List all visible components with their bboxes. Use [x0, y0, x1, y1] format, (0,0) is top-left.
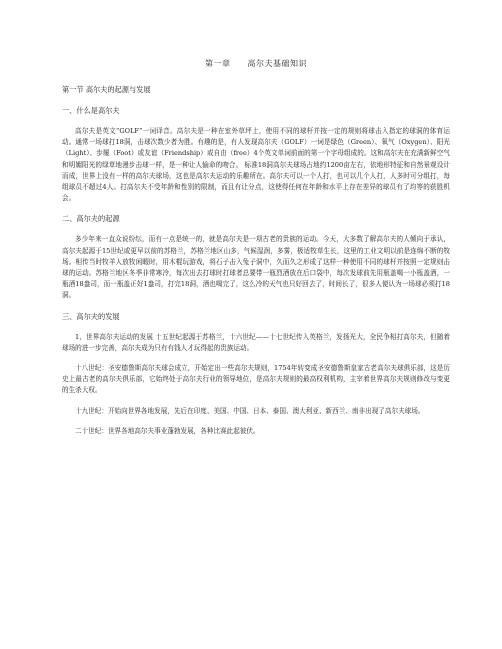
paragraph-development-19th-century: 十九世纪：开始向世界各地发展，先后在印度、美国、中国、日本、泰国、澳大利亚、新西兰、南非出现了高尔夫球场。 — [75, 406, 425, 415]
section-title: 第一节 高尔夫的起源与发展 — [62, 85, 151, 94]
paragraph-development-18th-century: 十八世纪：圣安德鲁斯高尔夫球会成立，开始定出一些高尔夫规则，1754年转变成圣安德鲁斯皇家古老高尔夫球俱乐部，这是历史上最古老的高尔夫俱乐部，它始终处于高尔夫行业的领导地位，是高尔夫规则的最高权利机构，主宰着世界高尔夫规则修改与变更的生杀大权。 — [62, 364, 450, 395]
paragraph-development-20th-century: 二十世纪：世界各地高尔夫事业蓬勃发展，各种比赛此起彼伏。 — [75, 426, 260, 435]
subsection-title-development: 三、高尔夫的发展 — [62, 311, 120, 321]
paragraph-what-is-golf: 高尔夫是英文“GOLF”一词译音。高尔夫是一种在室外草坪上，使用不同的球杆并按一定的规则将球击入指定的球洞的体育运动。通常一场球打18洞，击球次数少者为胜。有趣的是，有人发现高尔夫（GOLF）一词是绿色（Green）、氧气（Oxygen）、阳光（Light）、步履（Foot）或友谊（Friendship）或自由（free）4个英文单词前面的第一个字母组成的。这和高尔夫在充满新鲜空气和明媚阳光的绿草地漫步击球一样，是一种让人愉命的吻合。 标准18洞高尔夫球场占地约1200亩左右，依地形特征和自然景观设计而成，世界上没有一样的高尔夫球场，这也是高尔夫运动的乐趣所在。高尔夫可以一个人打，也可以几个人打，人多时可分组打，每组球员不超过4人。打高尔夫不受年龄和性别的限制，而且有让分点，这使得任何在年龄和水平上存在差异的球员有了均等的获胜机会。 — [62, 127, 450, 203]
subsection-title-origin: 二、高尔夫的起源 — [62, 214, 120, 224]
paragraph-development-world: 1、世界高尔夫运动的发展 十五世纪起源于苏格兰，十六世纪——十七世纪传入英格兰，发扬光大，全民争相打高尔夫，但随着球场的进一步完善，高尔夫成为只有有钱人才玩得起的贵族运动。 — [62, 332, 450, 352]
chapter-title: 第一章 高尔夫基础知识 — [205, 59, 307, 68]
paragraph-origin: 多少年来一直众说纷纭，而有一点是统一的，就是高尔夫是一项古老的贵族的运动。今天，大多数了解高尔夫的人倾向于承认，高尔夫起源于15世纪或更早以前的苏格兰，苏格兰地区山多，气候湿润，多雾，极适牧草生长，这里的工业文明以前是连绵不断的牧场。相传当时牧羊人放牧闲暇时，用木棍玩游戏，将石子击入兔子洞中，久而久之形成了这样一种使用不同的球杆并按照一定规则击球的运动。苏格兰地区冬季非常寒冷，每次出去打球时打球者总要带一瓶烈酒放在后口袋中，每次发球前先用瓶盖喝一小瓶盖酒，一瓶酒18盎司，而一瓶盖正好1盎司，打完18洞，酒也喝完了，这么冷的天气也只好回去了，时间长了，很多人便认为一场球必须打18洞。 — [62, 235, 450, 300]
subsection-title-what-is-golf: 一、什么是高尔夫 — [62, 106, 120, 115]
